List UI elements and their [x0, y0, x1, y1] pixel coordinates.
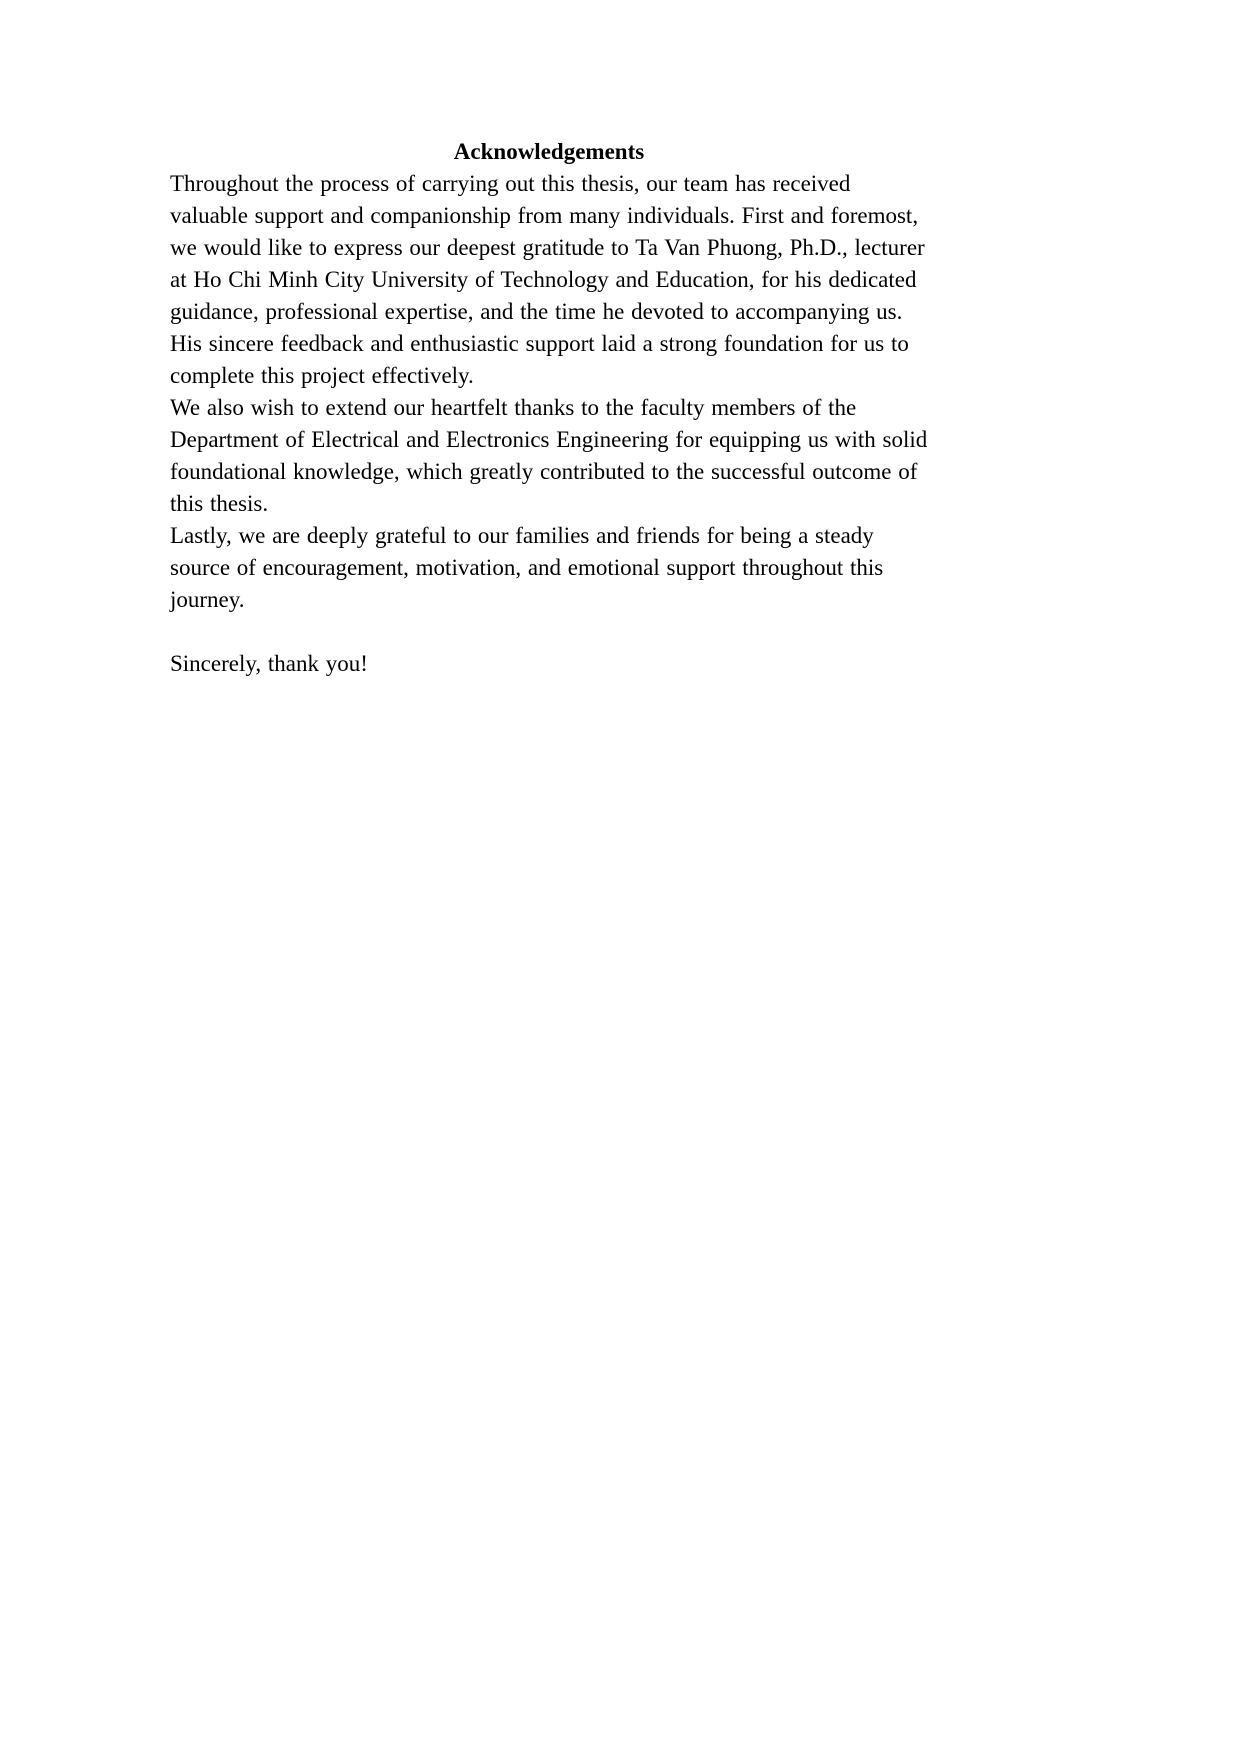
acknowledgement-paragraph-3: Lastly, we are deeply grateful to our families and friends for being a steady source of encouragement, motivation, and emotional support throughout this journey.: [170, 523, 884, 612]
acknowledgement-paragraph-2: We also wish to extend our heartfelt thanks to the faculty members of the Department of Electrical and Electronics Engineering for equipping us with solid foundational knowledge, which greatly contributed to the successful outcome of this thesis.: [170, 395, 928, 516]
acknowledgement-paragraph-1: Throughout the process of carrying out this thesis, our team has received valuable support and companionship from many individuals. First and foremost, we would like to express our deepest gratitude to Ta Van Phuong, Ph.D., lecturer at Ho Chi Minh City University of Technology and Education, for his dedicated guidance, professional expertise, and the time he devoted to accompanying us. His sincere feedback and enthusiastic support laid a strong foundation for us to complete this project effectively.: [170, 171, 925, 388]
closing-line: Sincerely, thank you!: [170, 651, 368, 676]
page-title: Acknowledgements: [453, 139, 645, 164]
